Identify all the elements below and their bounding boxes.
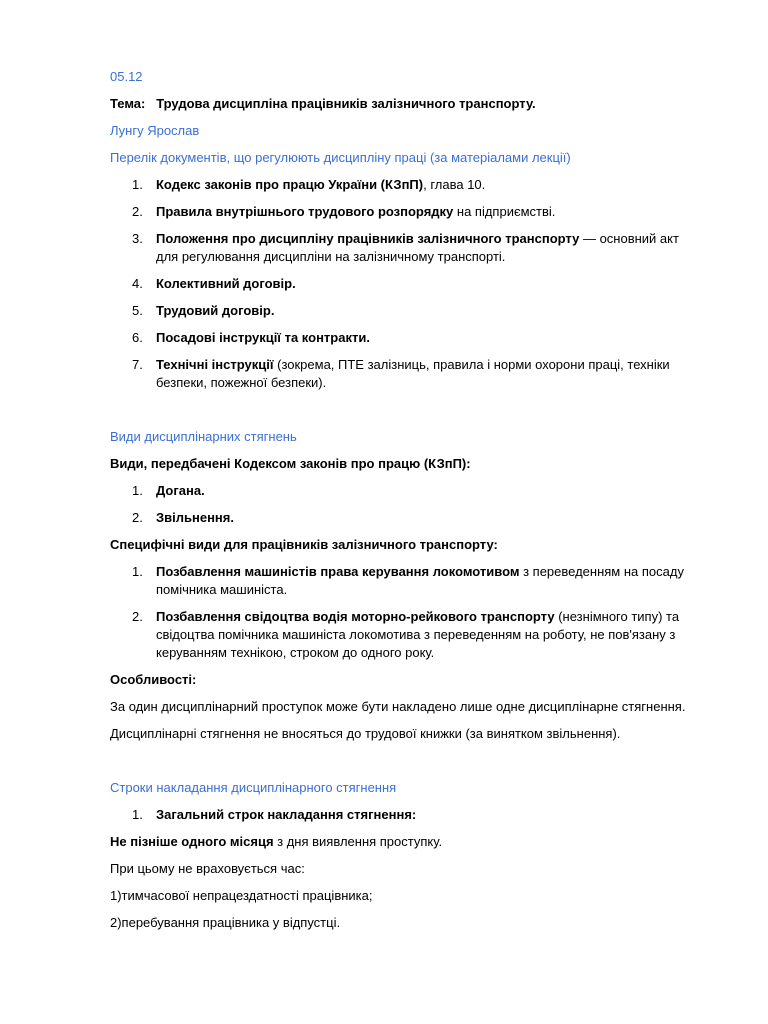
topic-line: [110, 95, 700, 113]
list-item: 1. Загальний строк накладання стягнення:: [132, 807, 417, 822]
list-item: 3. Положення про дисципліну працівників залізничного транспорту — основний акт для регулювання дисципліни на залізничному транспорті.: [132, 231, 679, 264]
list-number: 2.: [132, 204, 143, 219]
kzpp-label: Види, передбачені Кодексом законів про працю (КЗпП):: [110, 456, 471, 471]
features-label: Особливості:: [110, 672, 197, 687]
list-item: 2. Позбавлення свідоцтва водія моторно-рейкового транспорту (незнімного типу) та свідоцтва помічника машиніста локомотива з переведенням на роботу, не пов'язану з керуванням технікою, строком до одного року.: [132, 609, 680, 660]
list-number: 3.: [132, 231, 143, 246]
list-number: 5.: [132, 303, 143, 318]
list-number: 2.: [132, 510, 143, 525]
list-item: 5. Трудовий договір.: [132, 303, 275, 318]
list-item: 1. Кодекс законів про працю України (КЗпП), глава 10.: [132, 177, 486, 192]
list-number: 2.: [132, 609, 143, 624]
list-number: 7.: [132, 357, 143, 372]
list-number: 1.: [132, 177, 143, 192]
list-number: 1.: [132, 564, 143, 579]
exclusion-point: 1)тимчасової непрацездатності працівника;: [110, 888, 373, 903]
list-number: 1.: [132, 483, 143, 498]
list-item: 2. Правила внутрішнього трудового розпорядку на підприємстві.: [132, 204, 556, 219]
list-item: 1. Догана.: [132, 483, 205, 498]
section2-heading: Види дисциплінарних стягнень: [110, 429, 297, 444]
topic-text: Трудова дисципліна працівників залізничного транспорту.: [156, 96, 536, 111]
specific-penalties-list: [110, 563, 700, 662]
list-number: 4.: [132, 276, 143, 291]
term-line: [110, 833, 700, 851]
list-item: 1. Позбавлення машиністів права керування локомотивом з переведенням на посаду помічника машиніста.: [132, 564, 684, 597]
spacer: [110, 752, 768, 779]
list-item: 6. Посадові інструкції та контракти.: [132, 330, 370, 345]
exclusion-point: 2)перебування працівника у відпустці.: [110, 915, 341, 930]
list-item: 7. Технічні інструкції (зокрема, ПТЕ залізниць, правила і норми охорони праці, техніки безпеки, пожежної безпеки).: [132, 357, 670, 390]
section1-heading: Перелік документів, що регулюють дисципліну праці (за матеріалами лекції): [110, 150, 571, 165]
specific-label: Специфічні види для працівників залізничного транспорту:: [110, 537, 498, 552]
section3-heading: Строки накладання дисциплінарного стягнення: [110, 780, 397, 795]
list-item: 4. Колективний договір.: [132, 276, 296, 291]
list-number: 6.: [132, 330, 143, 345]
list-number: 1.: [132, 807, 143, 822]
kzpp-penalties-list: [110, 482, 700, 527]
feature-text: Дисциплінарні стягнення не вносяться до трудової книжки (за винятком звільнення).: [110, 726, 621, 741]
term-bold: Не пізніше одного місяця: [110, 834, 274, 849]
term-rest: з дня виявлення проступку.: [273, 834, 443, 849]
spacer: [110, 401, 768, 428]
not-counted-line: При цьому не враховується час:: [110, 861, 305, 876]
date-line: 05.12: [110, 69, 143, 84]
author-name: Лунгу Ярослав: [110, 123, 200, 138]
topic-label: Тема:: [110, 96, 146, 111]
terms-list: [110, 806, 700, 824]
documents-list: [110, 176, 700, 392]
feature-text: За один дисциплінарний проступок може бути накладено лише одне дисциплінарне стягнення.: [110, 699, 686, 714]
list-item: 2. Звільнення.: [132, 510, 234, 525]
